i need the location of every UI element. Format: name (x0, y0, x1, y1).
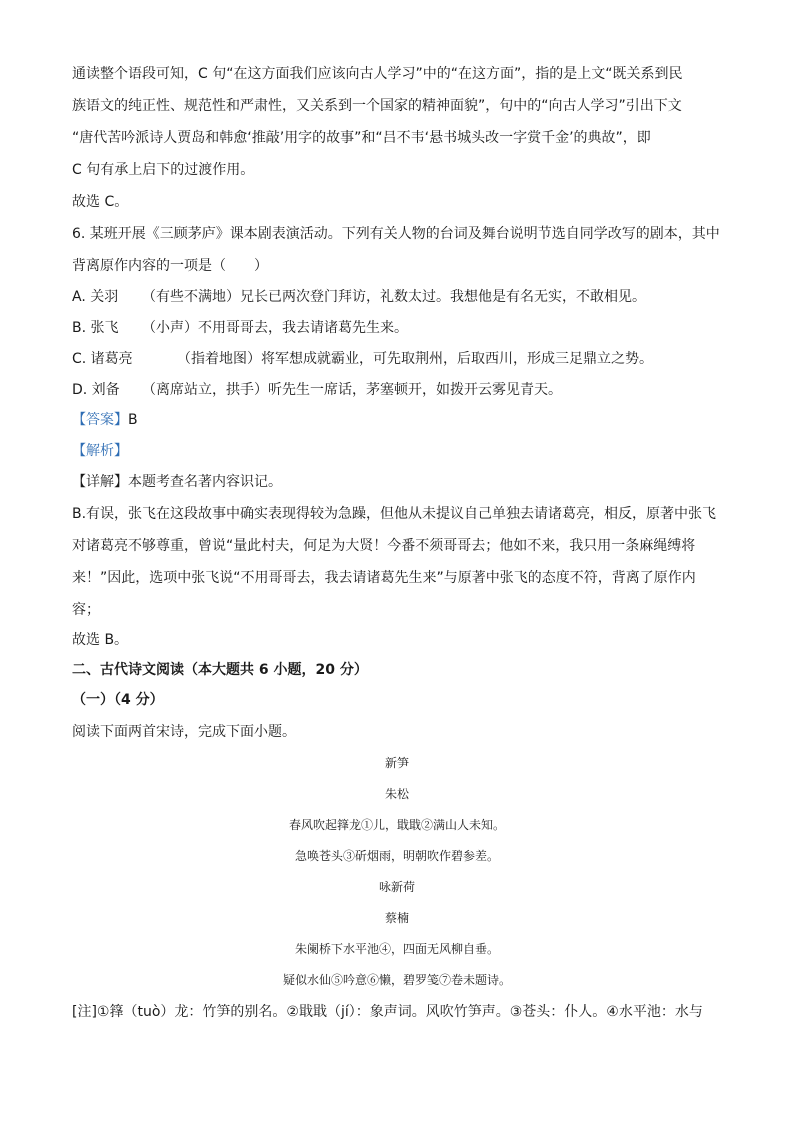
explanation-line: 对诸葛亮不够尊重，曾说“量此村夫，何足为大贤！今番不须哥哥去；他如不来，我只用一条麻绳缚将 (72, 538, 696, 554)
answer-line (72, 410, 138, 430)
option-text: （小声）不用哥哥去，我去请诸葛先生来。 (142, 320, 408, 336)
explanation-line: 容； (72, 602, 100, 618)
poem-title: 新笋 (384, 756, 409, 770)
option-text: （指着地图）将军想成就霸业，可先取荆州，后取西川，形成三足鼎立之势。 (177, 351, 653, 367)
question-stem: 6. 某班开展《三顾茅庐》课本剧表演活动。下列有关人物的台词及舞台说明节选自同学改写的剧本，其中 (72, 226, 720, 242)
paragraph-line: C 句有承上启下的过渡作用。 (72, 162, 255, 178)
option-label: B. 张飞 (72, 320, 119, 336)
explanation-line: B.有误，张飞在这段故事中确实表现得较为急躁，但他从未提议自己单独去请诸葛亮，相反，原著中张飞 (72, 506, 717, 522)
section-intro: 阅读下面两首宋诗，完成下面小题。 (72, 724, 296, 740)
poem-author: 蔡楠 (384, 911, 409, 925)
paragraph-line: 通读整个语段可知，C 句“在这方面我们应该向古人学习”中的“在这方面”，指的是上文“既关系到民 (72, 66, 683, 82)
poem-line: 疑似水仙⑤吟意⑥懒，碧罗笺⑦卷未题诗。 (282, 973, 511, 987)
poem-title: 咏新荷 (378, 880, 415, 894)
poem-line: 朱阑桥下水平池④，四面无风柳自垂。 (294, 942, 499, 956)
option-label: D. 刘备 (72, 382, 120, 398)
choose-answer-c: 故选 C。 (72, 194, 129, 210)
option-label: C. 诸葛亮 (72, 351, 133, 367)
paragraph-line: “唐代苦吟派诗人贾岛和韩愈‘推敲’用字的故事”和“吕不韦‘悬书城头改一字赏千金’的典故”，即 (72, 130, 651, 146)
option-label: A. 关羽 (72, 289, 119, 305)
option-text: （有些不满地）兄长已两次登门拜访，礼数太过。我想他是有名无实，不敢相见。 (142, 289, 646, 305)
answer-tag: 【答案】 (72, 412, 128, 428)
option-b (72, 318, 408, 338)
poem-notes: [注]①箨（tuò）龙：竹笋的别名。②戢戢（jí）：象声词。风吹竹笋声。③苍头：仆人。④水平池：水与 (72, 1004, 703, 1020)
paragraph-line: 族语文的纯正性、规范性和严肃性，又关系到一个国家的精神面貌”，句中的“向古人学习”引出下文 (72, 98, 682, 114)
poem-line: 春风吹起箨龙①儿，戢戢②满山人未知。 (288, 818, 505, 832)
explanation-line: 来！”因此，选项中张飞说“不用哥哥去，我去请诸葛先生来”与原著中张飞的态度不符，背离了原作内 (72, 570, 696, 586)
option-c (72, 349, 653, 369)
option-d (72, 380, 562, 400)
option-a (72, 287, 646, 307)
answer-value: B (128, 412, 138, 428)
poem-author: 朱松 (384, 787, 409, 801)
option-text: （离席站立，拱手）听先生一席话，茅塞顿开，如拨开云雾见青天。 (142, 382, 562, 398)
question-stem: 背离原作内容的一项是（ ） (72, 258, 268, 274)
analysis-tag: 【解析】 (72, 443, 128, 459)
section-title: 二、古代诗文阅读（本大题共 6 小题，20 分） (72, 662, 368, 678)
choose-answer-b: 故选 B。 (72, 632, 129, 648)
detail-line: 【详解】本题考查名著内容识记。 (72, 474, 282, 490)
subsection-title: （一）（4 分） (72, 692, 164, 708)
poem-line: 急唤苍头③斫烟雨，明朝吹作碧参差。 (294, 849, 499, 863)
